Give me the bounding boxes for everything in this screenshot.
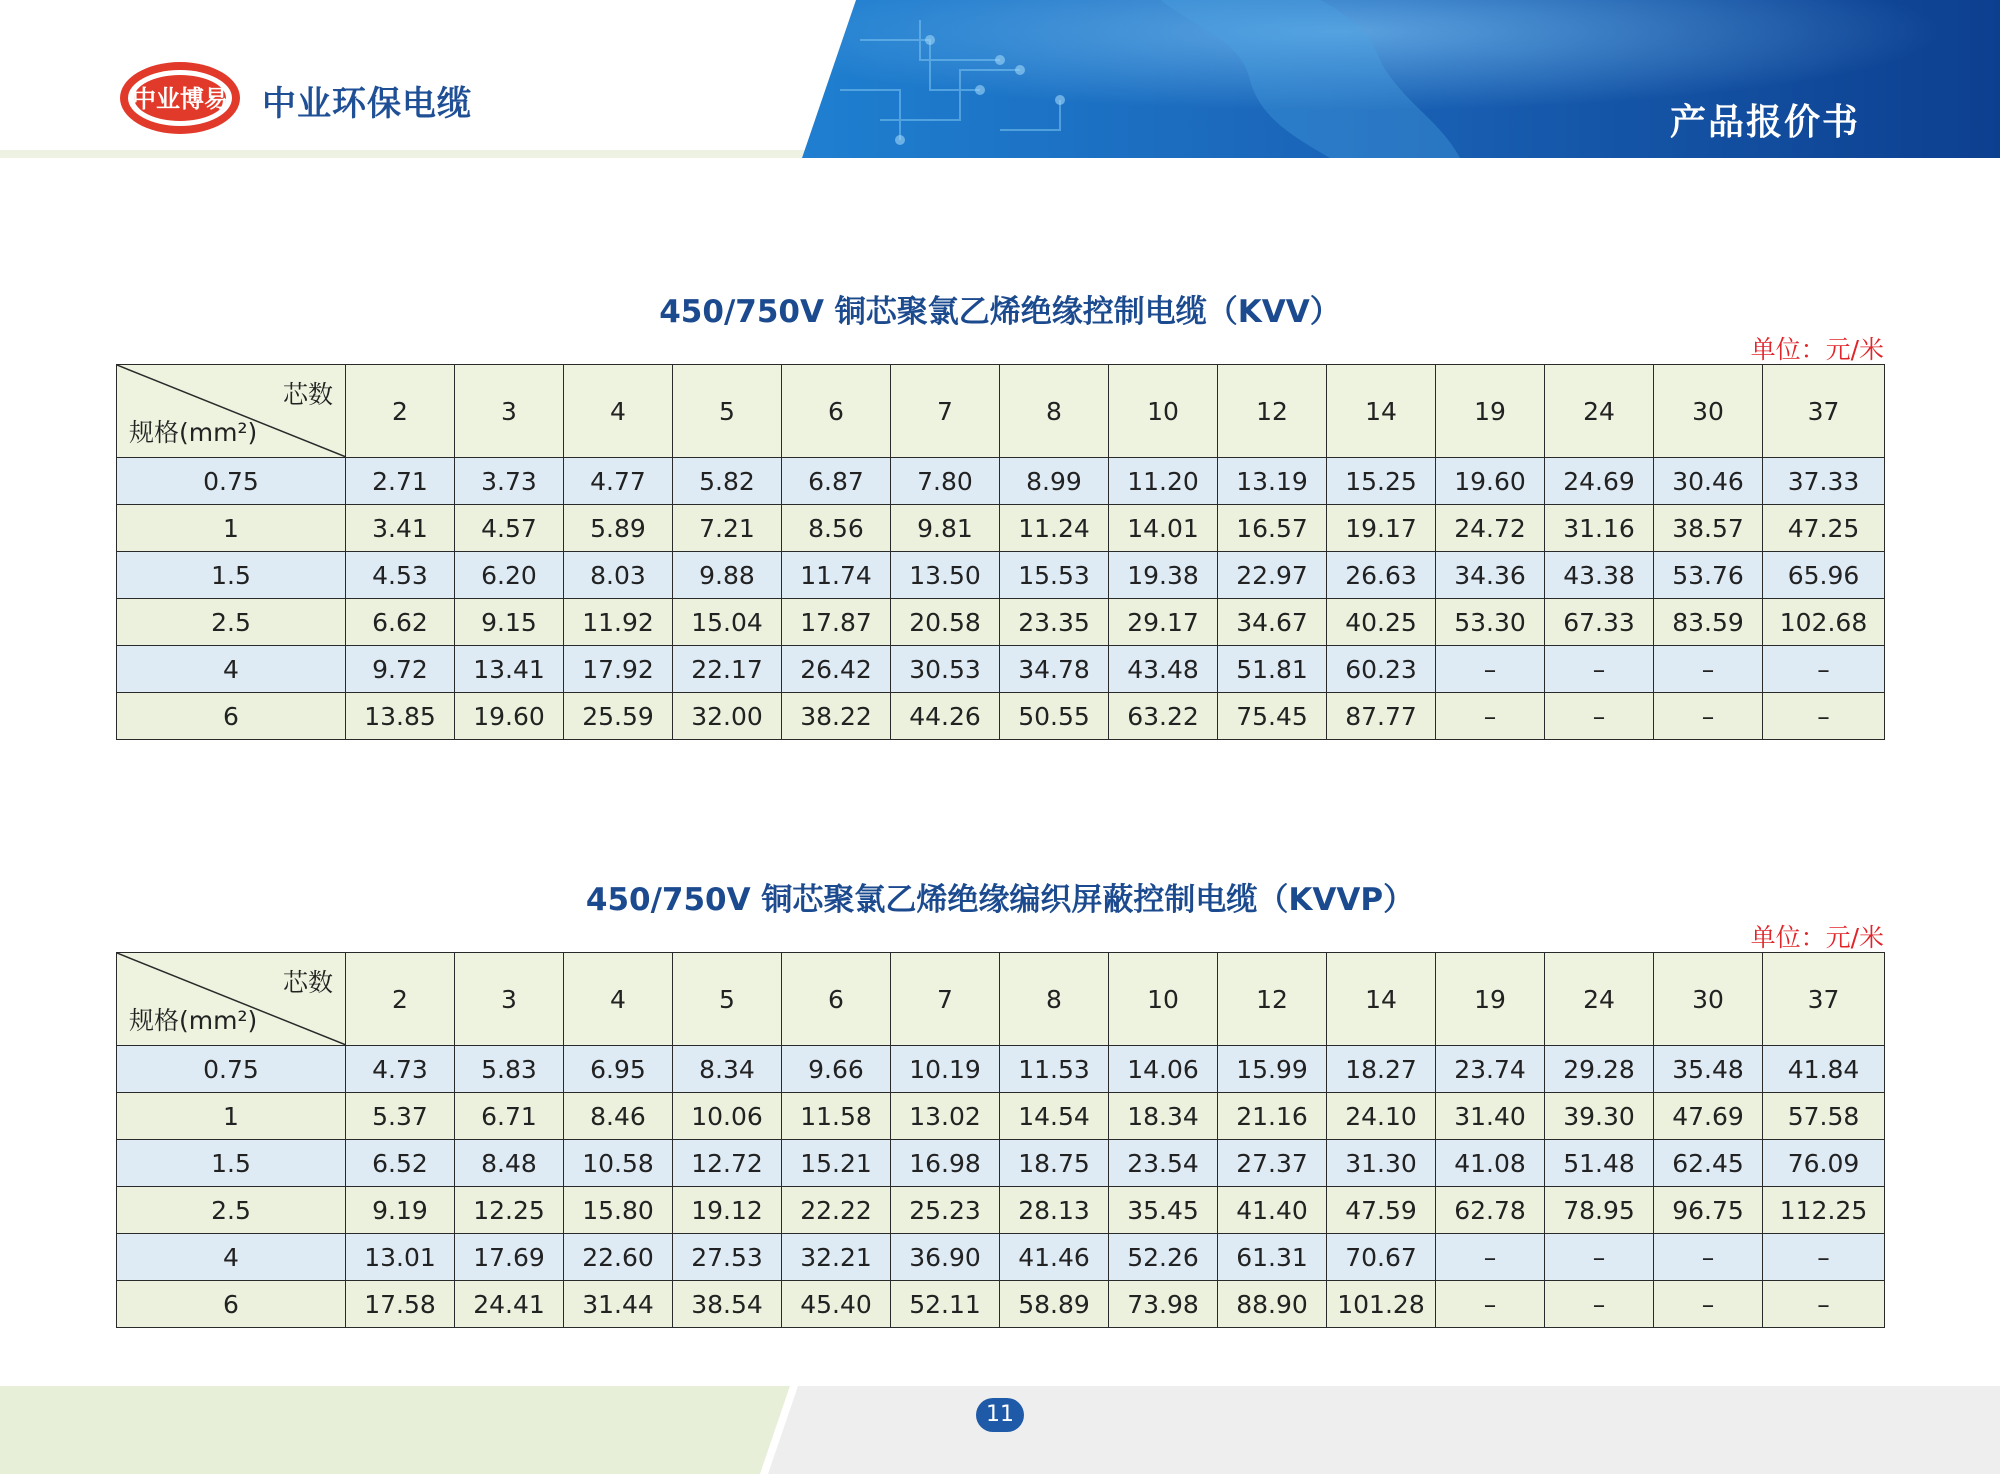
price-cell: 28.13 — [1000, 1187, 1109, 1234]
price-cell: 50.55 — [1000, 693, 1109, 740]
price-cell: 9.15 — [455, 599, 564, 646]
price-cell: 26.42 — [782, 646, 891, 693]
core-count-header: 14 — [1327, 953, 1436, 1046]
price-cell: 6.20 — [455, 552, 564, 599]
price-cell: 73.98 — [1109, 1281, 1218, 1328]
price-cell: 2.71 — [346, 458, 455, 505]
core-count-header: 12 — [1218, 953, 1327, 1046]
price-cell: 47.69 — [1654, 1093, 1763, 1140]
price-cell: 51.48 — [1545, 1140, 1654, 1187]
price-cell: 34.78 — [1000, 646, 1109, 693]
price-cell: 112.25 — [1763, 1187, 1885, 1234]
core-count-header: 5 — [673, 953, 782, 1046]
price-cell: – — [1763, 693, 1885, 740]
price-cell: 24.72 — [1436, 505, 1545, 552]
spec-cell: 0.75 — [117, 458, 346, 505]
price-cell: 13.19 — [1218, 458, 1327, 505]
price-cell: 38.57 — [1654, 505, 1763, 552]
corner-header-cell — [117, 953, 346, 1046]
table-row — [117, 505, 1885, 552]
table-row — [117, 599, 1885, 646]
price-cell: – — [1654, 1281, 1763, 1328]
price-cell: 6.71 — [455, 1093, 564, 1140]
price-cell: 25.23 — [891, 1187, 1000, 1234]
price-cell: 76.09 — [1763, 1140, 1885, 1187]
price-cell: 23.54 — [1109, 1140, 1218, 1187]
price-cell: 78.95 — [1545, 1187, 1654, 1234]
core-count-header: 19 — [1436, 365, 1545, 458]
spec-cell: 0.75 — [117, 1046, 346, 1093]
price-cell: – — [1763, 1234, 1885, 1281]
price-cell: 41.08 — [1436, 1140, 1545, 1187]
price-cell: 26.63 — [1327, 552, 1436, 599]
price-cell: 19.12 — [673, 1187, 782, 1234]
price-cell: 16.98 — [891, 1140, 1000, 1187]
price-cell: – — [1763, 646, 1885, 693]
cores-label: 芯数 — [282, 380, 333, 409]
core-count-header: 12 — [1218, 365, 1327, 458]
table-row — [117, 1140, 1885, 1187]
page-header — [0, 0, 2000, 158]
price-cell: – — [1436, 1234, 1545, 1281]
price-cell: 44.26 — [891, 693, 1000, 740]
price-cell: 15.53 — [1000, 552, 1109, 599]
price-cell: 14.01 — [1109, 505, 1218, 552]
price-cell: 41.46 — [1000, 1234, 1109, 1281]
price-cell: 6.52 — [346, 1140, 455, 1187]
price-cell: 29.17 — [1109, 599, 1218, 646]
spec-cell: 2.5 — [117, 599, 346, 646]
price-cell: 17.58 — [346, 1281, 455, 1328]
price-cell: 32.21 — [782, 1234, 891, 1281]
price-cell: 16.57 — [1218, 505, 1327, 552]
price-cell: 22.60 — [564, 1234, 673, 1281]
price-cell: 36.90 — [891, 1234, 1000, 1281]
core-count-header: 10 — [1109, 953, 1218, 1046]
core-count-header: 7 — [891, 953, 1000, 1046]
core-count-header: 37 — [1763, 365, 1885, 458]
price-cell: 10.58 — [564, 1140, 673, 1187]
price-cell: 11.74 — [782, 552, 891, 599]
price-cell: 88.90 — [1218, 1281, 1327, 1328]
price-cell: 11.20 — [1109, 458, 1218, 505]
page-number-badge: 11 — [976, 1398, 1024, 1432]
price-cell: 25.59 — [564, 693, 673, 740]
price-cell: 43.38 — [1545, 552, 1654, 599]
price-cell: 6.87 — [782, 458, 891, 505]
core-count-header: 7 — [891, 365, 1000, 458]
price-cell: 22.97 — [1218, 552, 1327, 599]
price-cell: 11.92 — [564, 599, 673, 646]
price-cell: 5.37 — [346, 1093, 455, 1140]
price-cell: 4.77 — [564, 458, 673, 505]
price-cell: – — [1436, 693, 1545, 740]
price-cell: 24.69 — [1545, 458, 1654, 505]
spec-cell: 1.5 — [117, 1140, 346, 1187]
core-count-header: 2 — [346, 953, 455, 1046]
price-cell: 41.84 — [1763, 1046, 1885, 1093]
price-cell: 23.35 — [1000, 599, 1109, 646]
price-cell: 43.48 — [1109, 646, 1218, 693]
table-row — [117, 1093, 1885, 1140]
price-cell: 38.22 — [782, 693, 891, 740]
price-cell: 9.19 — [346, 1187, 455, 1234]
price-cell: 61.31 — [1218, 1234, 1327, 1281]
price-cell: 15.99 — [1218, 1046, 1327, 1093]
price-cell: 83.59 — [1654, 599, 1763, 646]
price-cell: 62.78 — [1436, 1187, 1545, 1234]
price-cell: 45.40 — [782, 1281, 891, 1328]
price-cell: 96.75 — [1654, 1187, 1763, 1234]
price-cell: 15.04 — [673, 599, 782, 646]
core-count-header: 14 — [1327, 365, 1436, 458]
spec-label: 规格(mm²) — [129, 1006, 258, 1035]
price-cell: 10.19 — [891, 1046, 1000, 1093]
price-cell: 18.27 — [1327, 1046, 1436, 1093]
price-cell: – — [1654, 646, 1763, 693]
price-cell: 24.41 — [455, 1281, 564, 1328]
price-cell: 40.25 — [1327, 599, 1436, 646]
price-cell: 9.88 — [673, 552, 782, 599]
price-cell: 7.21 — [673, 505, 782, 552]
price-cell: – — [1545, 1281, 1654, 1328]
core-count-header: 8 — [1000, 365, 1109, 458]
price-cell: 15.25 — [1327, 458, 1436, 505]
price-cell: – — [1654, 693, 1763, 740]
price-cell: 8.56 — [782, 505, 891, 552]
core-count-header: 6 — [782, 953, 891, 1046]
spec-cell: 6 — [117, 693, 346, 740]
kvv-unit-label: 单位：元/米 — [1750, 335, 1884, 364]
price-cell: 18.34 — [1109, 1093, 1218, 1140]
price-cell: 19.17 — [1327, 505, 1436, 552]
kvv-price-table — [116, 364, 1885, 740]
core-count-header: 3 — [455, 953, 564, 1046]
price-cell: 3.73 — [455, 458, 564, 505]
price-cell: 53.30 — [1436, 599, 1545, 646]
price-cell: 12.25 — [455, 1187, 564, 1234]
spec-cell: 4 — [117, 646, 346, 693]
price-cell: 30.53 — [891, 646, 1000, 693]
price-cell: 52.11 — [891, 1281, 1000, 1328]
core-count-header: 2 — [346, 365, 455, 458]
price-cell: 32.00 — [673, 693, 782, 740]
price-cell: 39.30 — [1545, 1093, 1654, 1140]
price-cell: 17.92 — [564, 646, 673, 693]
price-cell: 8.34 — [673, 1046, 782, 1093]
price-cell: 60.23 — [1327, 646, 1436, 693]
price-cell: 8.46 — [564, 1093, 673, 1140]
price-cell: 8.03 — [564, 552, 673, 599]
company-logo — [118, 60, 242, 136]
price-cell: 9.72 — [346, 646, 455, 693]
price-cell: 18.75 — [1000, 1140, 1109, 1187]
price-cell: 15.21 — [782, 1140, 891, 1187]
kvvp-price-table — [116, 952, 1885, 1328]
price-cell: 53.76 — [1654, 552, 1763, 599]
document-title: 产品报价书 — [1670, 102, 1861, 143]
price-cell: 67.33 — [1545, 599, 1654, 646]
price-cell: 37.33 — [1763, 458, 1885, 505]
price-cell: 31.16 — [1545, 505, 1654, 552]
price-cell: 14.54 — [1000, 1093, 1109, 1140]
price-cell: 23.74 — [1436, 1046, 1545, 1093]
price-cell: 10.06 — [673, 1093, 782, 1140]
price-cell: 13.01 — [346, 1234, 455, 1281]
price-cell: 41.40 — [1218, 1187, 1327, 1234]
price-cell: 35.45 — [1109, 1187, 1218, 1234]
core-count-header: 30 — [1654, 953, 1763, 1046]
price-cell: 30.46 — [1654, 458, 1763, 505]
svg-text:中业博易: 中业博易 — [132, 85, 228, 113]
brand-name: 中业环保电缆 — [262, 84, 472, 124]
price-cell: 3.41 — [346, 505, 455, 552]
price-cell: 31.40 — [1436, 1093, 1545, 1140]
price-cell: 17.69 — [455, 1234, 564, 1281]
core-count-header: 30 — [1654, 365, 1763, 458]
price-cell: 102.68 — [1763, 599, 1885, 646]
price-cell: 27.37 — [1218, 1140, 1327, 1187]
price-cell: – — [1545, 693, 1654, 740]
price-cell: – — [1545, 1234, 1654, 1281]
price-cell: 29.28 — [1545, 1046, 1654, 1093]
price-cell: – — [1436, 646, 1545, 693]
price-cell: 31.44 — [564, 1281, 673, 1328]
price-cell: – — [1763, 1281, 1885, 1328]
price-cell: 87.77 — [1327, 693, 1436, 740]
table-row — [117, 458, 1885, 505]
core-count-header: 3 — [455, 365, 564, 458]
table-row — [117, 693, 1885, 740]
price-cell: 13.50 — [891, 552, 1000, 599]
price-cell: 19.60 — [1436, 458, 1545, 505]
corner-header-cell — [117, 365, 346, 458]
price-cell: 34.36 — [1436, 552, 1545, 599]
table-header-row — [117, 365, 1885, 458]
price-cell: 58.89 — [1000, 1281, 1109, 1328]
table-row — [117, 1281, 1885, 1328]
price-cell: 8.99 — [1000, 458, 1109, 505]
price-cell: 4.53 — [346, 552, 455, 599]
price-cell: 13.85 — [346, 693, 455, 740]
core-count-header: 10 — [1109, 365, 1218, 458]
kvvp-unit-label: 单位：元/米 — [1750, 923, 1884, 952]
spec-cell: 1 — [117, 505, 346, 552]
price-cell: 21.16 — [1218, 1093, 1327, 1140]
price-cell: 47.59 — [1327, 1187, 1436, 1234]
table-header-row — [117, 953, 1885, 1046]
table-row — [117, 1187, 1885, 1234]
table-row — [117, 552, 1885, 599]
price-cell: 19.60 — [455, 693, 564, 740]
price-cell: 27.53 — [673, 1234, 782, 1281]
core-count-header: 6 — [782, 365, 891, 458]
price-cell: 19.38 — [1109, 552, 1218, 599]
price-cell: 51.81 — [1218, 646, 1327, 693]
core-count-header: 24 — [1545, 365, 1654, 458]
price-cell: 38.54 — [673, 1281, 782, 1328]
price-cell: 75.45 — [1218, 693, 1327, 740]
price-cell: 65.96 — [1763, 552, 1885, 599]
price-cell: 13.02 — [891, 1093, 1000, 1140]
price-cell: 57.58 — [1763, 1093, 1885, 1140]
price-cell: 35.48 — [1654, 1046, 1763, 1093]
price-cell: 5.82 — [673, 458, 782, 505]
price-cell: 7.80 — [891, 458, 1000, 505]
price-cell: 34.67 — [1218, 599, 1327, 646]
spec-cell: 2.5 — [117, 1187, 346, 1234]
price-cell: 70.67 — [1327, 1234, 1436, 1281]
price-cell: 15.80 — [564, 1187, 673, 1234]
price-cell: 52.26 — [1109, 1234, 1218, 1281]
price-cell: – — [1436, 1281, 1545, 1328]
price-cell: – — [1654, 1234, 1763, 1281]
core-count-header: 19 — [1436, 953, 1545, 1046]
price-cell: 6.95 — [564, 1046, 673, 1093]
kvv-table-body — [117, 458, 1885, 740]
price-cell: 17.87 — [782, 599, 891, 646]
price-cell: 8.48 — [455, 1140, 564, 1187]
price-cell: 13.41 — [455, 646, 564, 693]
kvvp-table-title: 450/750V 铜芯聚氯乙烯绝缘编织屏蔽控制电缆（KVVP） — [585, 882, 1415, 918]
price-cell: 11.24 — [1000, 505, 1109, 552]
table-row — [117, 1046, 1885, 1093]
core-count-header: 4 — [564, 365, 673, 458]
price-cell: 20.58 — [891, 599, 1000, 646]
price-cell: 11.53 — [1000, 1046, 1109, 1093]
price-cell: 14.06 — [1109, 1046, 1218, 1093]
core-count-header: 8 — [1000, 953, 1109, 1046]
price-cell: 9.66 — [782, 1046, 891, 1093]
price-cell: 5.83 — [455, 1046, 564, 1093]
spec-label: 规格(mm²) — [129, 418, 258, 447]
kvv-table-title: 450/750V 铜芯聚氯乙烯绝缘控制电缆（KVV） — [659, 294, 1341, 330]
price-cell: 9.81 — [891, 505, 1000, 552]
price-cell: 31.30 — [1327, 1140, 1436, 1187]
table-row — [117, 1234, 1885, 1281]
price-cell: 11.58 — [782, 1093, 891, 1140]
table-row — [117, 646, 1885, 693]
price-cell: 47.25 — [1763, 505, 1885, 552]
price-cell: 5.89 — [564, 505, 673, 552]
core-count-header: 5 — [673, 365, 782, 458]
core-count-header: 4 — [564, 953, 673, 1046]
spec-cell: 1.5 — [117, 552, 346, 599]
spec-cell: 4 — [117, 1234, 346, 1281]
price-cell: 6.62 — [346, 599, 455, 646]
core-count-header: 24 — [1545, 953, 1654, 1046]
price-cell: 4.57 — [455, 505, 564, 552]
price-cell: 63.22 — [1109, 693, 1218, 740]
cores-label: 芯数 — [282, 968, 333, 997]
price-cell: 22.22 — [782, 1187, 891, 1234]
price-cell: 4.73 — [346, 1046, 455, 1093]
price-cell: 24.10 — [1327, 1093, 1436, 1140]
price-cell: 22.17 — [673, 646, 782, 693]
spec-cell: 1 — [117, 1093, 346, 1140]
spec-cell: 6 — [117, 1281, 346, 1328]
price-cell: 12.72 — [673, 1140, 782, 1187]
price-cell: 62.45 — [1654, 1140, 1763, 1187]
price-cell: 101.28 — [1327, 1281, 1436, 1328]
core-count-header: 37 — [1763, 953, 1885, 1046]
kvvp-table-body — [117, 1046, 1885, 1328]
price-cell: – — [1545, 646, 1654, 693]
